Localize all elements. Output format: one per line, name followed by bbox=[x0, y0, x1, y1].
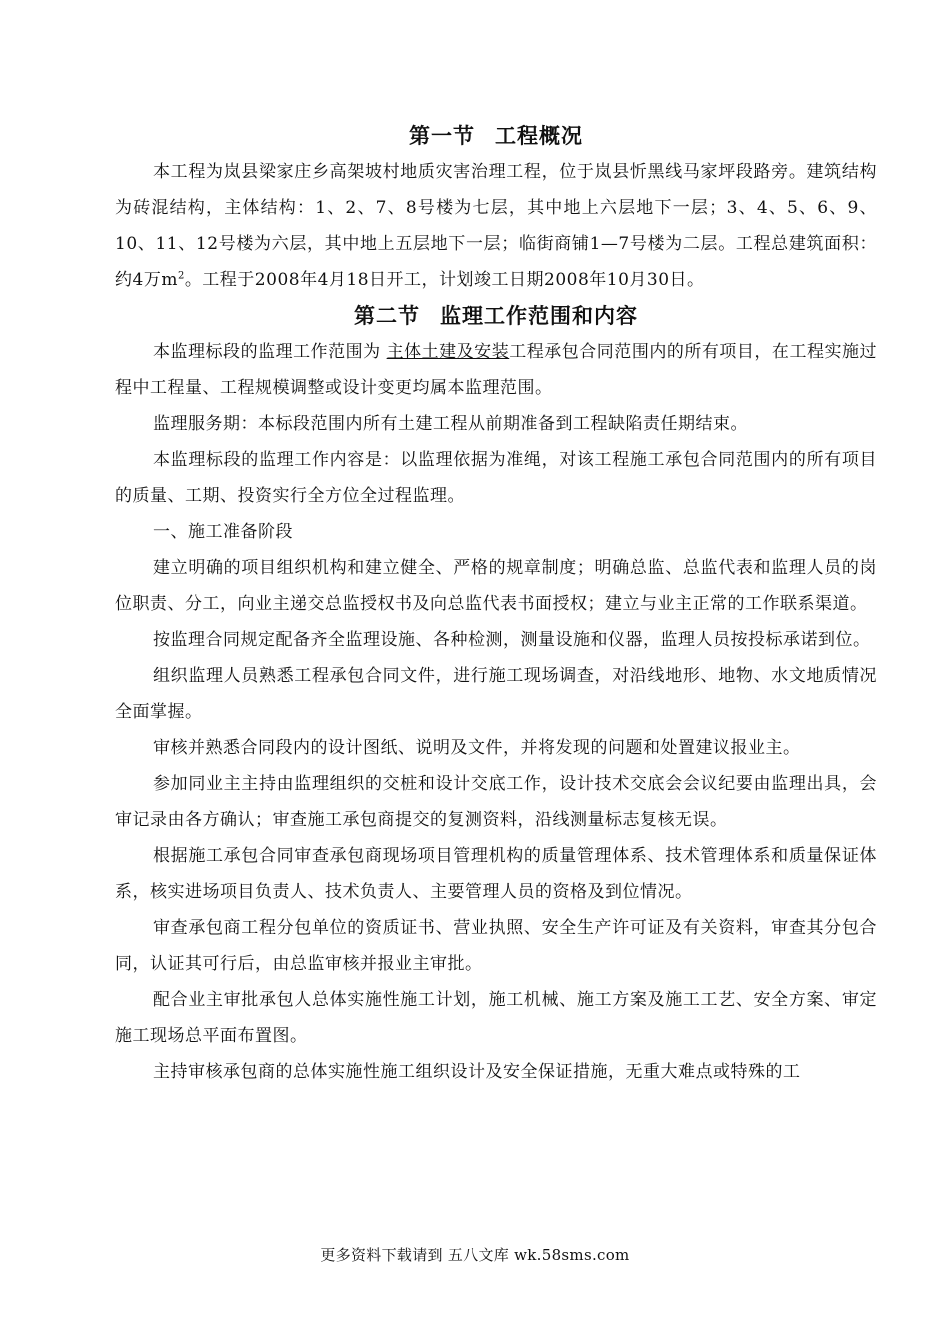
body-paragraph: 按监理合同规定配备齐全监理设施、各种检测，测量设施和仪器，监理人员按投标承诺到位。 bbox=[153, 630, 871, 650]
body-paragraph: 组织监理人员熟悉工程承包合同文件，进行施工现场调查，对沿线地形、地物、水文地质情况全面掌握。 bbox=[115, 666, 877, 722]
scope-text-tail: 工程承包合同范围内的所有项目，在工程实施过程中工程量、工程规模调整或设计变更均属本监理范围。 bbox=[115, 342, 878, 398]
scope-paragraph bbox=[115, 334, 877, 406]
body-paragraph: 一、施工准备阶段 bbox=[153, 522, 293, 542]
section-1-number: 第一节 bbox=[409, 124, 475, 148]
body-paragraph: 审查承包商工程分包单位的资质证书、营业执照、安全生产许可证及有关资料，审查其分包合同，认证其可行后，由总监审核并报业主审批。 bbox=[115, 918, 877, 974]
document-body bbox=[115, 118, 877, 1090]
project-overview-paragraph bbox=[115, 154, 877, 298]
scope-underlined-text: 主体土建及安装 bbox=[386, 342, 510, 362]
scope-text: 本监理标段的监理工作范围为 bbox=[153, 342, 387, 362]
section-2-number: 第二节 bbox=[354, 304, 420, 328]
page-footer: 更多资料下载请到 五八文库 wk.58sms.com bbox=[320, 1246, 630, 1264]
section-1-title: 工程概况 bbox=[495, 124, 583, 148]
body-paragraph: 建立明确的项目组织机构和建立健全、严格的规章制度；明确总监、总监代表和监理人员的岗位职责、分工，向业主递交总监授权书及向总监代表书面授权；建立与业主正常的工作联系渠道。 bbox=[115, 558, 877, 614]
content-paragraphs bbox=[115, 406, 877, 1090]
section-2-heading bbox=[115, 298, 877, 334]
superscript-2: 2 bbox=[177, 270, 185, 282]
body-paragraph: 参加同业主主持由监理组织的交桩和设计交底工作，设计技术交底会会议纪要由监理出具，会审记录由各方确认；审查施工承包商提交的复测资料，沿线测量标志复核无误。 bbox=[115, 774, 877, 830]
overview-text: 本工程为岚县梁家庄乡高架坡村地质灾害治理工程，位于岚县忻黑线马家坪段路旁。建筑结构为砖混结构，主体结构：1、2、7、8号楼为七层，其中地上六层地下一层；3、4、5、6、9、10、11、12号楼为六层，其中地上五层地下一层；临街商铺1—7号楼为二层。工程总建筑面积：约4万m bbox=[115, 162, 877, 290]
body-paragraph: 审核并熟悉合同段内的设计图纸、说明及文件，并将发现的问题和处置建议报业主。 bbox=[153, 738, 801, 758]
body-paragraph: 本监理标段的监理工作内容是：以监理依据为准绳，对该工程施工承包合同范围内的所有项目的质量、工期、投资实行全方位全过程监理。 bbox=[115, 450, 877, 506]
body-paragraph: 配合业主审批承包人总体实施性施工计划，施工机械、施工方案及施工工艺、安全方案、审定施工现场总平面布置图。 bbox=[115, 990, 877, 1046]
body-paragraph: 根据施工承包合同审查承包商现场项目管理机构的质量管理体系、技术管理体系和质量保证体系，核实进场项目负责人、技术负责人、主要管理人员的资格及到位情况。 bbox=[115, 846, 877, 902]
body-paragraph: 监理服务期：本标段范围内所有土建工程从前期准备到工程缺陷责任期结束。 bbox=[153, 414, 748, 434]
section-2-title: 监理工作范围和内容 bbox=[440, 304, 638, 328]
overview-text-tail: 。工程于2008年4月18日开工，计划竣工日期2008年10月30日。 bbox=[184, 270, 705, 290]
body-paragraph: 主持审核承包商的总体实施性施工组织设计及安全保证措施，无重大难点或特殊的工 bbox=[153, 1062, 801, 1082]
section-1-heading bbox=[115, 118, 877, 154]
